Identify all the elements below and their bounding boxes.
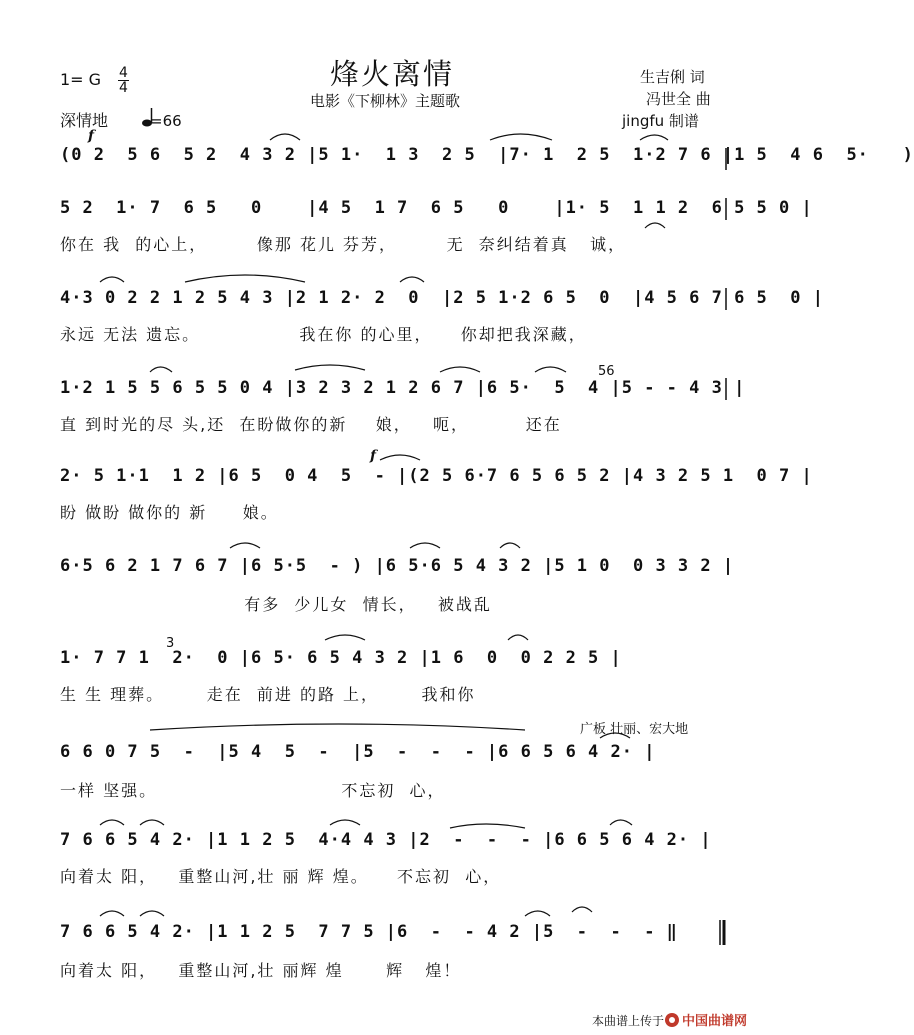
score-row-3-lyrics: 永远 无法 遗忘。 我在你 的心里， 你却把我深藏， — [60, 325, 587, 344]
tuplet-mark: 56 — [598, 364, 615, 379]
composer-credit: 冯世全 曲 — [646, 90, 711, 108]
score-row-7-notes: 1· 7 7 1 2· 0 |6 5· 6 5 4 3 2 |1 6 0 0 2 2 5 | — [60, 648, 622, 668]
lyricist-credit: 生吉俐 词 — [640, 68, 705, 86]
score-row-4-notes: 1·2 1 5 5 6 5 5 0 4 |3 2 3 2 1 2 6 7 |6 5· 5 4 |5 - - 4 3 | — [60, 378, 746, 398]
score-row-5-lyrics: 盼 做盼 做你的 新 娘。 — [60, 503, 279, 522]
section-marking: 广板 壮丽、宏大地 — [580, 722, 689, 737]
score-row-9-lyrics: 向着太 阳， 重整山河,壮 丽 辉 煌。 不忘初 心， — [60, 867, 502, 886]
metronome-value: =66 — [150, 112, 182, 130]
score-row-1-notes: (0 2 5 6 5 2 4 3 2 |5 1· 1 3 2 5 |7· 1 2 5 1·2 7 6 |1 5 4 6 5· ) — [60, 145, 914, 165]
score-row-4-lyrics: 直 到时光的尽 头,还 在盼做你的新 娘， 呃， 还在 — [60, 415, 562, 434]
score-row-6-notes: 6·5 6 2 1 7 6 7 |6 5·5 - ) |6 5·6 5 4 3 2 |5 1 0 0 3 3 2 | — [60, 556, 735, 576]
score-row-5-notes: 2· 5 1·1 1 2 |6 5 0 4 5 - |(2 5 6·7 6 5 6 5 2 |4 3 2 5 1 0 7 | — [60, 466, 813, 486]
score-row-7-lyrics: 生 生 理葬。 走在 前进 的路 上， 我和你 — [60, 685, 476, 704]
song-title: 烽火离情 — [330, 57, 455, 91]
score-row-9-notes: 7 6 6 5 4 2· |1 1 2 5 4·4 4 3 |2 - - - |6 6 5 6 4 2· | — [60, 830, 712, 850]
score-row-10-lyrics: 向着太 阳， 重整山河,壮 丽辉 煌 辉 煌！ — [60, 961, 462, 980]
score-row-8-notes: 6 6 0 7 5 - |5 4 5 - |5 - - - |6 6 5 6 4 2· | — [60, 742, 656, 762]
score-row-3-notes: 4·3 0 2 2 1 2 5 4 3 |2 1 2· 2 0 |2 5 1·2 6 5 0 |4 5 6 7 6 5 0 | — [60, 288, 824, 308]
score-row-6-lyrics: 有多 少儿女 情长， 被战乱 — [60, 595, 492, 614]
tempo-marking: 深情地 — [60, 111, 109, 130]
arranger-credit: jingfu 制谱 — [622, 112, 699, 130]
upload-note: 本曲谱上传于 — [592, 1014, 665, 1028]
song-subtitle: 电影《下柳林》主题歌 — [310, 92, 461, 110]
dynamic-mark-1: f — [88, 128, 95, 144]
score-row-10-notes: 7 6 6 5 4 2· |1 1 2 5 7 7 5 |6 - - 4 2 |5 - - - ‖ — [60, 922, 678, 942]
dynamic-mark-2: f — [370, 448, 377, 464]
score-row-2-lyrics: 你在 我 的心上， 像那 花儿 芬芳， 无 奈纠结着真 诚， — [60, 235, 627, 254]
time-top: 4 — [119, 65, 128, 81]
score-row-2-notes: 5 2 1· 7 6 5 0 |4 5 1 7 6 5 0 |1· 5 1 1 2 6 5 5 0 | — [60, 198, 813, 218]
site-logo-text: 中国曲谱网 — [682, 1014, 748, 1029]
score-row-8-lyrics: 一样 坚强。 不忘初 心， — [60, 781, 446, 800]
time-bottom: 4 — [119, 80, 128, 96]
key-signature: 1= G — [60, 70, 102, 89]
triplet-mark: 3 — [166, 636, 175, 651]
site-logo-icon — [664, 1011, 762, 1029]
